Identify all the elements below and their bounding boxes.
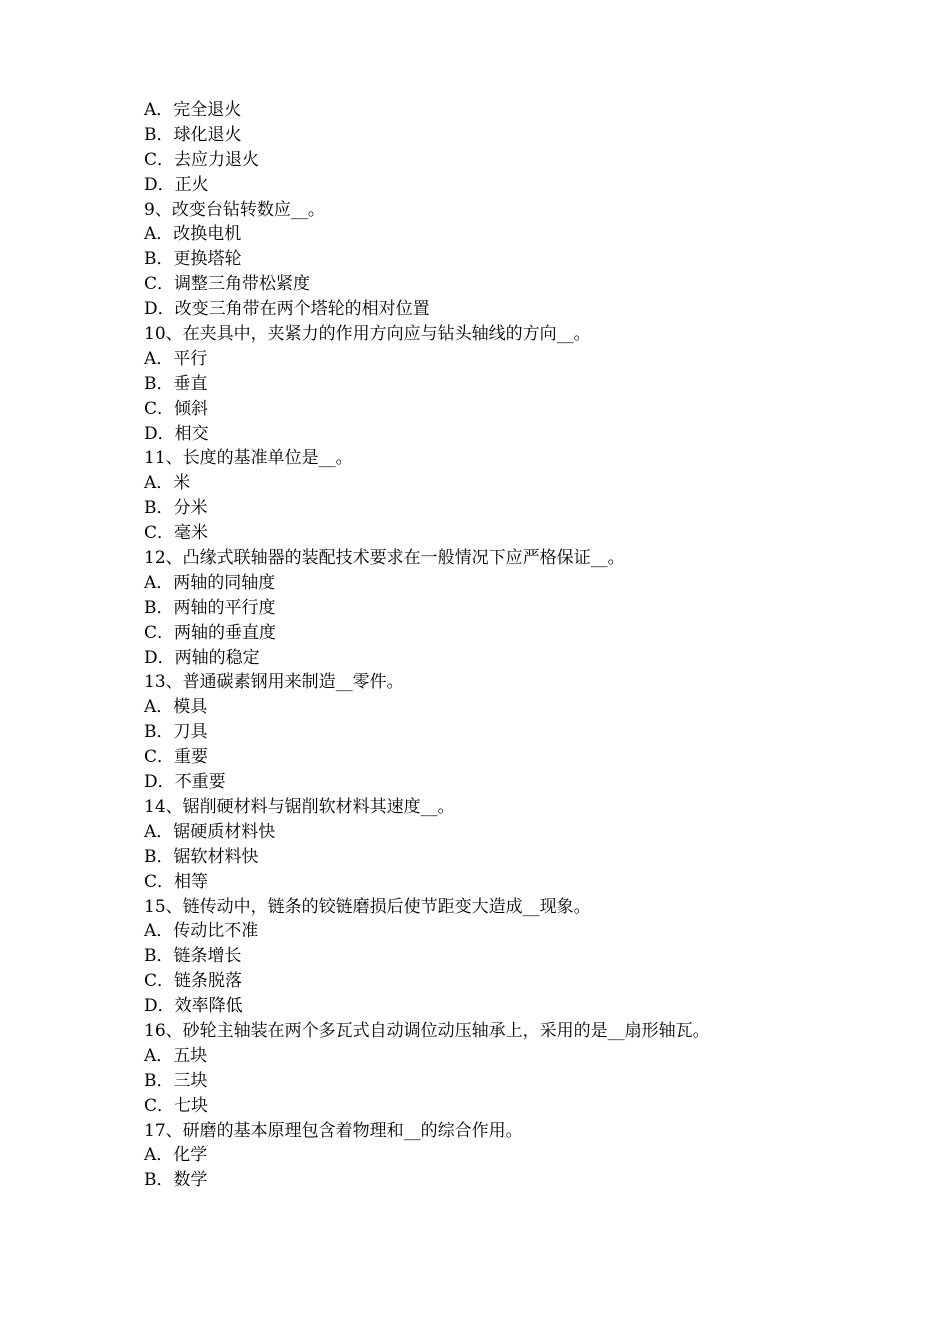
- text-line: B．锯软材料快: [144, 846, 259, 867]
- text-line: A．两轴的同轴度: [144, 572, 276, 593]
- question-line: 9、改变台钻转数应__。: [144, 199, 325, 220]
- text-line: A．完全退火: [144, 100, 242, 120]
- text-line: A．平行: [144, 348, 208, 369]
- text-line: D．两轴的稳定: [144, 647, 260, 668]
- text-line: C．链条脱落: [144, 971, 243, 992]
- text-line: B．垂直: [144, 373, 208, 394]
- text-line: B．三块: [144, 1070, 208, 1091]
- text-line: C．两轴的垂直度: [144, 622, 277, 643]
- question-line: 14、锯削硬材料与锯削软材料其速度__。: [144, 796, 455, 817]
- text-line: B．数学: [144, 1170, 208, 1191]
- text-line: D．不重要: [144, 772, 226, 793]
- text-line: D．效率降低: [144, 996, 243, 1017]
- text-line: C．相等: [144, 871, 209, 892]
- text-line: A．传动比不准: [144, 921, 259, 942]
- text-line: C．七块: [144, 1095, 209, 1116]
- text-line: A．米: [144, 473, 191, 494]
- text-line: D．改变三角带在两个塔轮的相对位置: [144, 299, 430, 320]
- question-line: 16、砂轮主轴装在两个多瓦式自动调位动压轴承上，采用的是__扇形轴瓦。: [144, 1020, 710, 1041]
- text-line: B．两轴的平行度: [144, 597, 276, 618]
- text-line: C．去应力退火: [144, 149, 260, 170]
- text-line: A．模具: [144, 697, 208, 718]
- text-line: A．五块: [144, 1045, 208, 1066]
- text-line: D．正火: [144, 174, 209, 195]
- text-line: A．锯硬质材料快: [144, 821, 276, 842]
- text-line: C．倾斜: [144, 398, 209, 419]
- question-line: 15、链传动中，链条的铰链磨损后使节距变大造成__现象。: [144, 896, 591, 917]
- question-line: 12、凸缘式联轴器的装配技术要求在一般情况下应严格保证__。: [144, 548, 625, 569]
- text-line: B．分米: [144, 498, 208, 519]
- text-line: A．改换电机: [144, 224, 242, 245]
- question-line: 13、普通碳素钢用来制造__零件。: [144, 672, 404, 693]
- text-line: C．重要: [144, 747, 209, 768]
- question-line: 10、在夹具中，夹紧力的作用方向应与钻头轴线的方向__。: [144, 324, 591, 345]
- text-line: C．毫米: [144, 523, 209, 544]
- text-line: B．球化退火: [144, 124, 242, 145]
- text-line: B．更换塔轮: [144, 249, 242, 270]
- text-line: B．刀具: [144, 722, 208, 743]
- question-line: 17、研磨的基本原理包含着物理和__的综合作用。: [144, 1120, 523, 1141]
- text-line: A．化学: [144, 1145, 208, 1166]
- text-line: C．调整三角带松紧度: [144, 274, 311, 295]
- text-line: B．链条增长: [144, 946, 242, 967]
- question-line: 11、长度的基准单位是__。: [144, 448, 353, 469]
- text-line: D．相交: [144, 423, 209, 444]
- question-list: [144, 98, 844, 1193]
